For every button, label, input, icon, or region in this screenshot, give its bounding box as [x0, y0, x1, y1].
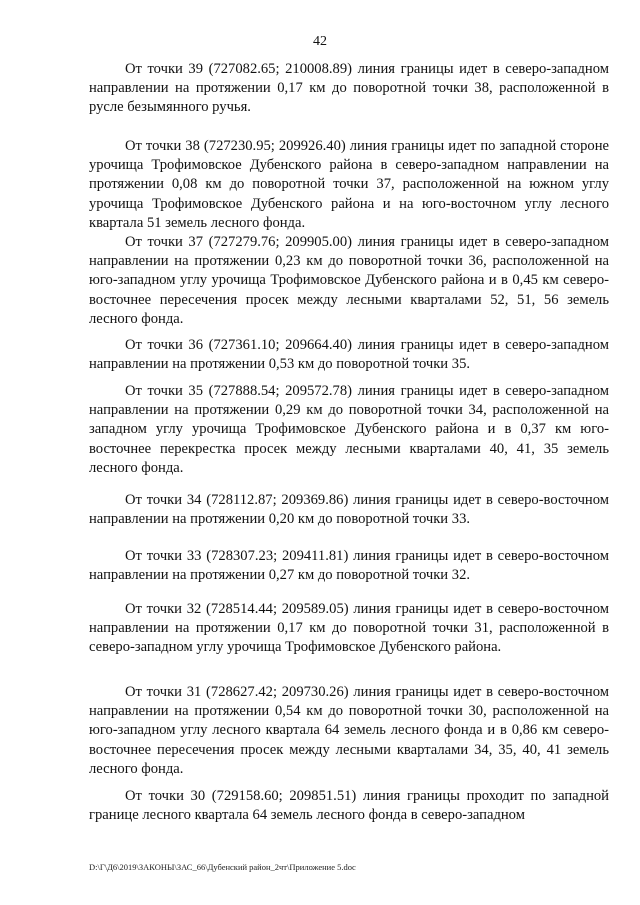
file-path-footer: D:\Г\Д6\2019\ЗАКОНЫ\ЗАС_66\Дубенский район_2чт\Приложение 5.doc — [89, 862, 356, 872]
paragraph-point-39: От точки 39 (727082.65; 210008.89) линия границы идет в северо-западном направлении на протяжении 0,17 км до поворотной точки 38, расположенной в русле безымянного ручья. — [89, 61, 609, 116]
paragraph-point-32: От точки 32 (728514.44; 209589.05) линия границы идет в северо-восточном направлении на протяжении 0,17 км до поворотной точки 31, расположенной в северо-западном углу урочища Трофимовское Дубенского района. — [89, 601, 609, 656]
page-number: 42 — [313, 34, 327, 49]
paragraph-point-31: От точки 31 (728627.42; 209730.26) линия границы идет в северо-восточном направлении на протяжении 0,54 км до поворотной точки 30, расположенной на юго-западном углу лесного квартала 64 земель лесного фонда и в 0,86 км северо-восточнее пересечения просек между лесными кварталами 34, 35, 40, 41 земель лесного фонда. — [89, 684, 609, 777]
paragraph-point-35: От точки 35 (727888.54; 209572.78) линия границы идет в северо-западном направлении на протяжении 0,29 км до поворотной точки 34, расположенной на западном углу урочища Трофимовское Дубенского района и в 0,37 км юго-восточнее перекрестка просек между лесными кварталами 40, 41, 35 земель лесного фонда. — [89, 383, 609, 476]
paragraph-point-33: От точки 33 (728307.23; 209411.81) линия границы идет в северо-восточном направлении на протяжении 0,27 км до поворотной точки 32. — [89, 548, 609, 584]
paragraph-point-36: От точки 36 (727361.10; 209664.40) линия границы идет в северо-западном направлении на протяжении 0,53 км до поворотной точки 35. — [89, 337, 609, 373]
paragraph-point-30: От точки 30 (729158.60; 209851.51) линия границы проходит по западной границе лесного квартала 64 земель лесного фонда в северо-западном — [89, 788, 609, 824]
paragraph-point-34: От точки 34 (728112.87; 209369.86) линия границы идет в северо-восточном направлении на протяжении 0,20 км до поворотной точки 33. — [89, 492, 609, 528]
paragraph-point-38: От точки 38 (727230.95; 209926.40) линия границы идет по западной стороне урочища Трофимовское Дубенского района в северо-западном направлении на протяжении 0,08 км до поворотной точки 37, расположенной на южном углу урочища Трофимовское Дубенского района и на юго-восточном углу лесного квартала 51 земель лесного фонда. — [89, 138, 609, 231]
paragraph-point-37: От точки 37 (727279.76; 209905.00) линия границы идет в северо-западном направлении на протяжении 0,23 км до поворотной точки 36, расположенной на юго-западном углу урочища Трофимовское Дубенского района и в 0,45 км северо-восточнее пересечения просек между лесными кварталами 52, 51, 56 земель лесного фонда. — [89, 234, 609, 327]
